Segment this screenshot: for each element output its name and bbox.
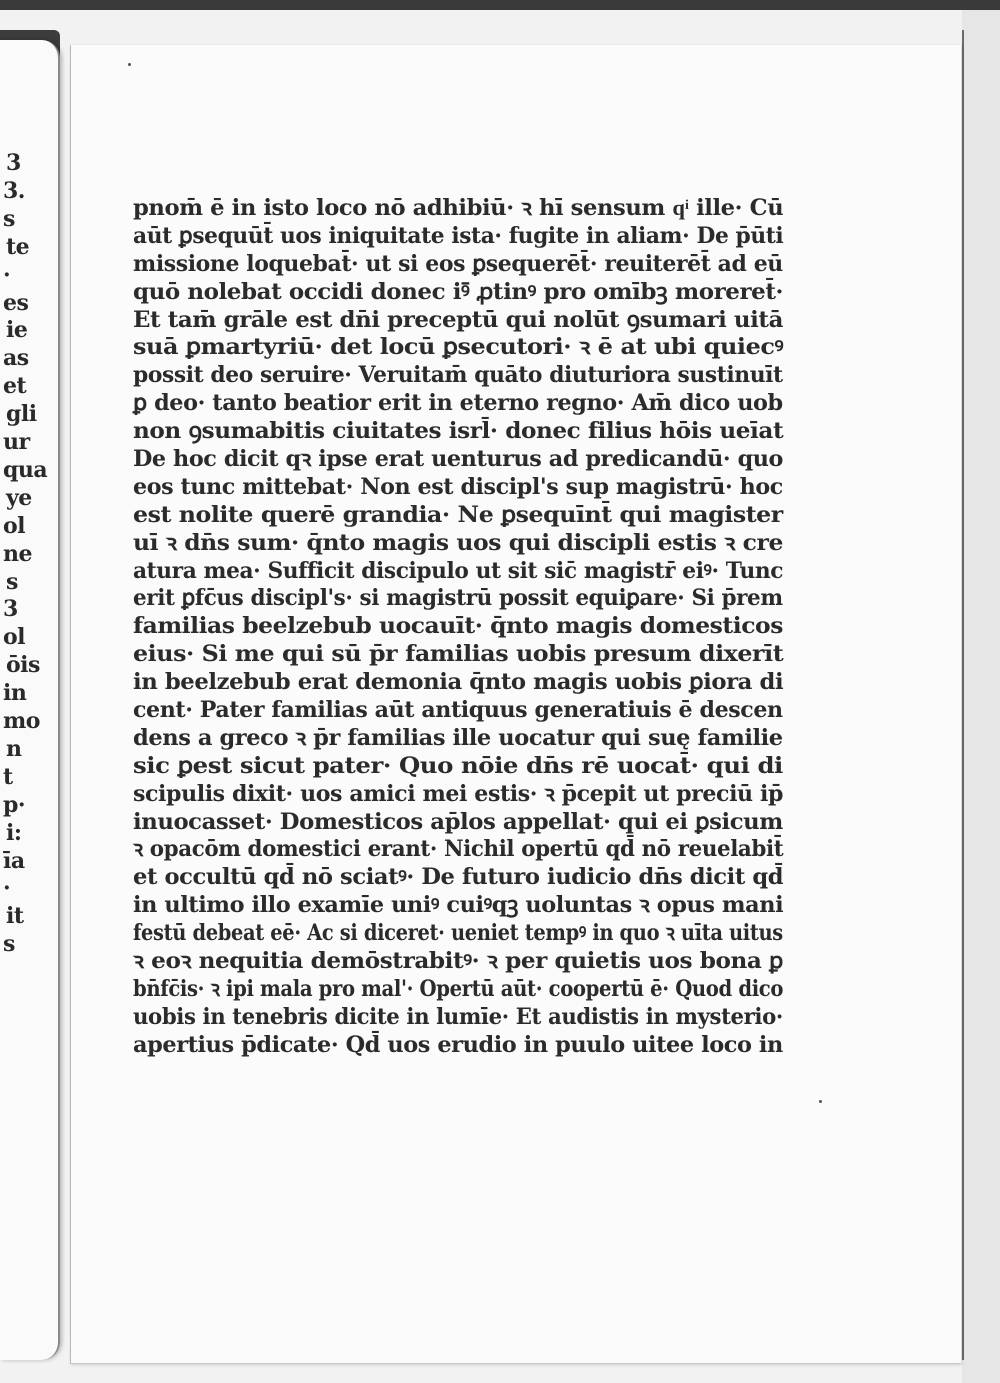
gothic-text-block: [133, 195, 863, 1060]
text-line: missione loquebat̄· ut si eos ꝑsequerēt̄· reuiterēt̄ ad eū: [133, 250, 783, 277]
text-line: festū debeat eē· Ac si diceret· ueniet tempꝰ in quo ꝛ uīta uitus: [133, 920, 783, 947]
left-page-fragment: te: [6, 233, 30, 260]
manuscript-leaf: [70, 45, 961, 1364]
text-line: quō nolebat occidi donec iꝰ̄ ꝓtinꝰ pro omībꝫ moreret̄·: [133, 278, 784, 305]
left-page-fragment: ·: [3, 261, 11, 288]
text-line: bn̄fc̄is· ꝛ ipi mala pro mal'· Opertū aūt· coopertū ē· Quod dico: [133, 975, 784, 1002]
text-line: dens a greco ꝛ p̄r familias ille uocatur qui suę familie: [133, 724, 783, 751]
left-page-fragment: ōis: [6, 652, 40, 679]
left-page-fragment: ie: [6, 317, 28, 344]
right-page-edge-line: [962, 30, 964, 1360]
right-page-edges: [962, 10, 1000, 1383]
left-page-fragment: qua: [3, 456, 48, 483]
text-line: atura mea· Sufficit discipulo ut sit sic̄ magistr̄ eiꝰ· Tunc: [133, 557, 784, 584]
text-line: sic ꝑest sicut pater· Quo nōie dn̄s rē uocat̄· qui di: [133, 752, 783, 779]
left-page-fragment: ur: [3, 429, 30, 455]
text-line: uobis in tenebris dicite in lumīe· Et audistis in mysterio·: [133, 1003, 783, 1030]
left-page-fragment: s: [3, 205, 15, 232]
left-page-fragment: īa: [3, 847, 25, 874]
left-facing-page: [0, 40, 60, 1360]
text-line: uī ꝛ dn̄s sum· q̄nto magis uos qui discipli estis ꝛ cre: [133, 529, 783, 556]
left-page-fragment: n: [6, 735, 22, 762]
text-line: eos tunc mittebat· Non est discipl's sup magistrū· hoc: [133, 473, 783, 500]
left-page-fragment: ye: [6, 484, 32, 511]
left-page-fragment: gli: [6, 401, 37, 428]
left-page-fragment: i:: [6, 819, 22, 846]
left-page-fragment: it: [6, 903, 24, 930]
left-page-fragment: ·: [3, 875, 11, 902]
text-line: non ꝯsumabitis ciuitates isrl̄· donec filius hōis ueīat: [133, 418, 784, 445]
left-page-fragment: ne: [3, 540, 32, 567]
text-line: apertius p̄dicate· Qd̄ uos erudio in puulo uitee loco in: [133, 1031, 783, 1058]
left-page-fragment: et: [3, 373, 27, 400]
left-page-fragment: in: [3, 680, 27, 707]
text-line: cent· Pater familias aūt antiquus generatiuis ē descen: [133, 697, 783, 724]
ink-speck: [819, 1100, 822, 1103]
left-page-fragment: as: [3, 345, 29, 372]
text-line: erit ꝑfc̄us discipl's· si magistrū possit equiꝑare· Si p̄rem: [133, 585, 783, 612]
text-line: est nolite querē grandia· Ne ꝑsequīnt̄ qui magister: [133, 501, 783, 528]
ink-speck: [128, 63, 131, 66]
text-line: ꝛ eoꝛ nequitia demōstrabitꝰ· ꝛ per quietis uos bona ꝑ: [133, 948, 783, 975]
text-line: pnom̄ ē in isto loco nō adhibiū· ꝛ hī sensum qͥ ille· Cū: [133, 195, 784, 221]
left-page-fragment: mo: [3, 708, 40, 734]
text-line: ꝛ opacōm domestici erant· Nichil opertū qd̄ nō reuelabit̄: [133, 836, 784, 863]
text-line: eius· Si me qui sū p̄r familias uobis presum dixerīt: [133, 641, 784, 668]
left-page-fragment: s: [6, 568, 18, 595]
text-line: suā ꝑmartyriū· det locū ꝑsecutori· ꝛ ē at ubi quiecꝰ: [133, 334, 784, 361]
left-page-fragment: p·: [3, 791, 26, 818]
left-page-fragment: ol: [3, 512, 26, 539]
text-line: scipulis dixit· uos amici mei estis· ꝛ p̄cepit ut preciū ip̄: [133, 780, 783, 807]
left-page-fragment: t: [3, 763, 13, 790]
text-line: ꝑ deo· tanto beatior erit in eterno regno· Am̄ dico uob: [133, 390, 783, 417]
text-line: in ultimo illo examīe uniꝰ cuiꝰqꝫ uoluntas ꝛ opus mani: [133, 892, 784, 919]
text-line: aūt ꝑsequūt̄ uos iniquitate ista· fugite in aliam· De p̄ūti: [133, 222, 784, 249]
text-line: in beelzebub erat demonia q̄nto magis uobis ꝑiora di: [133, 669, 784, 696]
left-page-fragment: s: [3, 931, 15, 958]
scan-top-border: [0, 0, 1000, 10]
text-line: familias beelzebub uocauīt· q̄nto magis domesticos: [133, 613, 783, 640]
left-page-fragment: 3: [3, 596, 18, 623]
text-line: Et tam̄ grāle est dn̄i preceptū qui nolūt ꝯsumari uitā: [133, 306, 783, 333]
left-page-fragment: 3: [6, 150, 21, 176]
text-line: De hoc dicit qꝛ ipse erat uenturus ad predicandū· quo: [133, 446, 784, 473]
text-line: possit deo seruire· Veruitam̄ quāto diuturiora sustinuīt: [133, 362, 783, 389]
text-line: inuocasset· Domesticos ap̄los appellat· qui ei ꝑsicum: [133, 808, 783, 835]
left-page-fragment: ol: [3, 624, 26, 651]
text-line: et occultū qd̄ nō sciatꝰ· De futuro iudicio dn̄s dicit qd̄: [133, 864, 784, 891]
left-page-fragment: 3.: [3, 177, 25, 204]
left-page-fragment: es: [3, 289, 29, 316]
